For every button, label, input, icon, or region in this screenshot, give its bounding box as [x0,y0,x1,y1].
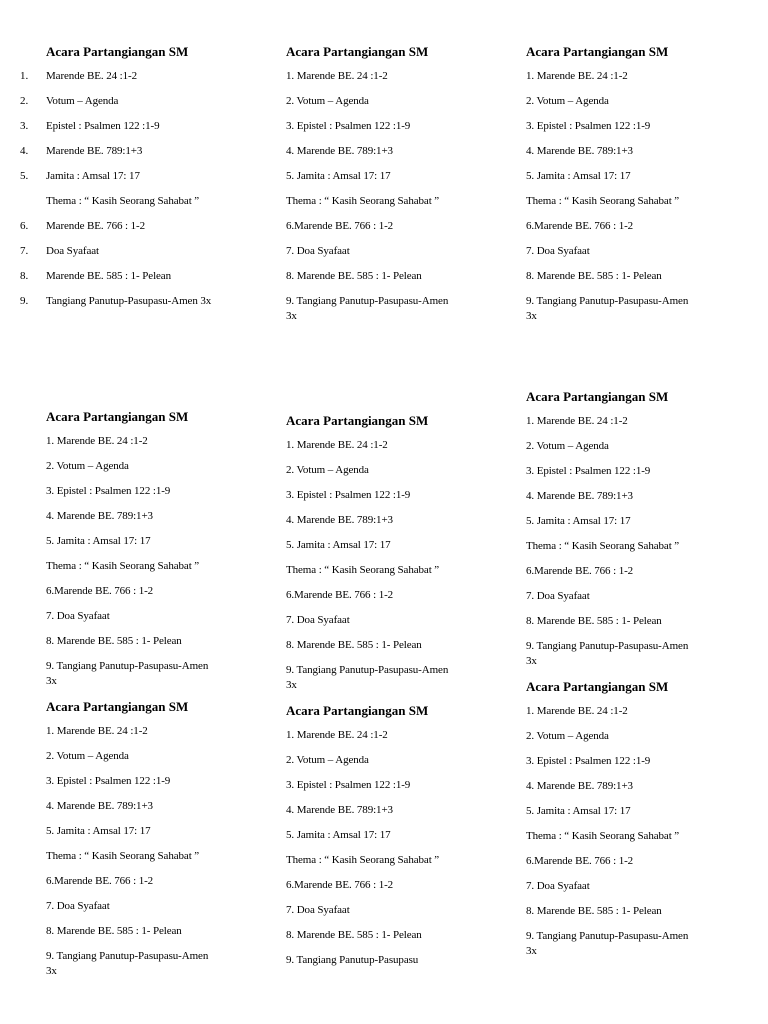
item-7: 7. Doa Syafaat [526,880,590,892]
item-6: 6.Marende BE. 766 : 1-2 [526,565,634,577]
thema-line: Thema : “ Kasih Seorang Sahabat ” [46,560,200,572]
item-2: 2. Votum – Agenda [46,750,129,762]
item-6: 6.Marende BE. 766 : 1-2 [46,585,154,597]
item-1: Marende BE. 24 :1-2 [46,70,137,82]
list-marker: 7. [20,245,29,257]
item-4: Marende BE. 789:1+3 [46,145,143,157]
item-9: 9. Tangiang Panutup-Pasupasu-Amen 3x [286,664,449,691]
thema-line: Thema : “ Kasih Seorang Sahabat ” [286,854,440,866]
block-title: Acara Partangiangan SM [46,44,189,59]
item-8: 8. Marende BE. 585 : 1- Pelean [526,270,662,282]
list-marker: 2. [20,95,29,107]
thema-line: Thema : “ Kasih Seorang Sahabat ” [526,830,680,842]
item-7: 7. Doa Syafaat [286,904,350,916]
item-4: 4. Marende BE. 789:1+3 [286,145,393,157]
item-6: Marende BE. 766 : 1-2 [46,220,146,232]
thema-line: Thema : “ Kasih Seorang Sahabat ” [286,564,440,576]
item-1: 1. Marende BE. 24 :1-2 [526,415,628,427]
item-3: 3. Epistel : Psalmen 122 :1-9 [526,120,651,132]
item-6: 6.Marende BE. 766 : 1-2 [526,220,634,232]
item-5: 5. Jamita : Amsal 17: 17 [286,539,391,551]
item-3: 3. Epistel : Psalmen 122 :1-9 [286,779,411,791]
item-3: 3. Epistel : Psalmen 122 :1-9 [526,465,651,477]
list-marker: 6. [20,220,29,232]
item-3: 3. Epistel : Psalmen 122 :1-9 [46,775,171,787]
item-9: 9. Tangiang Panutup-Pasupasu-Amen 3x [46,660,209,687]
item-7: Doa Syafaat [46,245,99,257]
item-3: 3. Epistel : Psalmen 122 :1-9 [286,489,411,501]
item-5: 5. Jamita : Amsal 17: 17 [286,829,391,841]
list-marker: 3. [20,120,29,132]
item-9: 9. Tangiang Panutup-Pasupasu [286,954,419,966]
item-6: 6.Marende BE. 766 : 1-2 [526,855,634,867]
block-title: Acara Partangiangan SM [526,679,669,694]
block-title: Acara Partangiangan SM [286,703,429,718]
list-marker: 8. [20,270,29,282]
item-5: 5. Jamita : Amsal 17: 17 [526,170,631,182]
item-8: 8. Marende BE. 585 : 1- Pelean [286,270,422,282]
item-9: Tangiang Panutup-Pasupasu-Amen 3x [46,295,212,307]
item-2: 2. Votum – Agenda [286,464,369,476]
item-4: 4. Marende BE. 789:1+3 [526,780,633,792]
item-4: 4. Marende BE. 789:1+3 [286,514,393,526]
item-5: Jamita : Amsal 17: 17 [46,170,140,182]
thema-line: Thema : “ Kasih Seorang Sahabat ” [46,850,200,862]
item-5: 5. Jamita : Amsal 17: 17 [46,825,151,837]
block-title: Acara Partangiangan SM [526,44,669,59]
thema-line: Thema : “ Kasih Seorang Sahabat ” [526,195,680,207]
item-2: 2. Votum – Agenda [286,95,369,107]
block-title: Acara Partangiangan SM [46,699,189,714]
block-title: Acara Partangiangan SM [286,44,429,59]
item-4: 4. Marende BE. 789:1+3 [286,804,393,816]
list-marker: 1. [20,70,29,82]
item-5: 5. Jamita : Amsal 17: 17 [286,170,391,182]
item-3: Epistel : Psalmen 122 :1-9 [46,120,160,132]
item-8: Marende BE. 585 : 1- Pelean [46,270,171,282]
list-marker: 9. [20,295,29,307]
item-5: 5. Jamita : Amsal 17: 17 [526,805,631,817]
item-4: 4. Marende BE. 789:1+3 [46,800,153,812]
item-1: 1. Marende BE. 24 :1-2 [526,70,628,82]
thema-line: Thema : “ Kasih Seorang Sahabat ” [46,195,200,207]
item-3: 3. Epistel : Psalmen 122 :1-9 [526,755,651,767]
item-5: 5. Jamita : Amsal 17: 17 [526,515,631,527]
item-8: 8. Marende BE. 585 : 1- Pelean [526,905,662,917]
list-marker: 5. [20,170,29,182]
list-marker: 4. [20,145,29,157]
item-1: 1. Marende BE. 24 :1-2 [46,725,148,737]
thema-line: Thema : “ Kasih Seorang Sahabat ” [526,540,680,552]
item-6: 6.Marende BE. 766 : 1-2 [286,589,394,601]
item-2: Votum – Agenda [46,95,119,107]
item-3: 3. Epistel : Psalmen 122 :1-9 [46,485,171,497]
item-9: 9. Tangiang Panutup-Pasupasu-Amen 3x [46,950,209,977]
item-9: 9. Tangiang Panutup-Pasupasu-Amen 3x [286,295,449,322]
item-5: 5. Jamita : Amsal 17: 17 [46,535,151,547]
item-2: 2. Votum – Agenda [526,95,609,107]
item-3: 3. Epistel : Psalmen 122 :1-9 [286,120,411,132]
item-6: 6.Marende BE. 766 : 1-2 [286,220,394,232]
item-8: 8. Marende BE. 585 : 1- Pelean [286,929,422,941]
item-1: 1. Marende BE. 24 :1-2 [46,435,148,447]
item-4: 4. Marende BE. 789:1+3 [526,490,633,502]
item-8: 8. Marende BE. 585 : 1- Pelean [286,639,422,651]
item-7: 7. Doa Syafaat [46,610,110,622]
item-7: 7. Doa Syafaat [526,245,590,257]
item-7: 7. Doa Syafaat [46,900,110,912]
item-7: 7. Doa Syafaat [286,245,350,257]
item-9: 9. Tangiang Panutup-Pasupasu-Amen 3x [526,295,689,322]
item-1: 1. Marende BE. 24 :1-2 [286,729,388,741]
item-1: 1. Marende BE. 24 :1-2 [526,705,628,717]
block-title: Acara Partangiangan SM [46,409,189,424]
item-8: 8. Marende BE. 585 : 1- Pelean [526,615,662,627]
item-4: 4. Marende BE. 789:1+3 [526,145,633,157]
item-2: 2. Votum – Agenda [286,754,369,766]
item-2: 2. Votum – Agenda [526,440,609,452]
item-2: 2. Votum – Agenda [526,730,609,742]
item-6: 6.Marende BE. 766 : 1-2 [46,875,154,887]
item-9: 9. Tangiang Panutup-Pasupasu-Amen 3x [526,930,689,957]
item-7: 7. Doa Syafaat [286,614,350,626]
item-2: 2. Votum – Agenda [46,460,129,472]
item-8: 8. Marende BE. 585 : 1- Pelean [46,925,182,937]
item-8: 8. Marende BE. 585 : 1- Pelean [46,635,182,647]
block-title: Acara Partangiangan SM [286,413,429,428]
item-6: 6.Marende BE. 766 : 1-2 [286,879,394,891]
item-1: 1. Marende BE. 24 :1-2 [286,70,388,82]
thema-line: Thema : “ Kasih Seorang Sahabat ” [286,195,440,207]
item-4: 4. Marende BE. 789:1+3 [46,510,153,522]
item-7: 7. Doa Syafaat [526,590,590,602]
item-1: 1. Marende BE. 24 :1-2 [286,439,388,451]
block-title: Acara Partangiangan SM [526,389,669,404]
item-9: 9. Tangiang Panutup-Pasupasu-Amen 3x [526,640,689,667]
